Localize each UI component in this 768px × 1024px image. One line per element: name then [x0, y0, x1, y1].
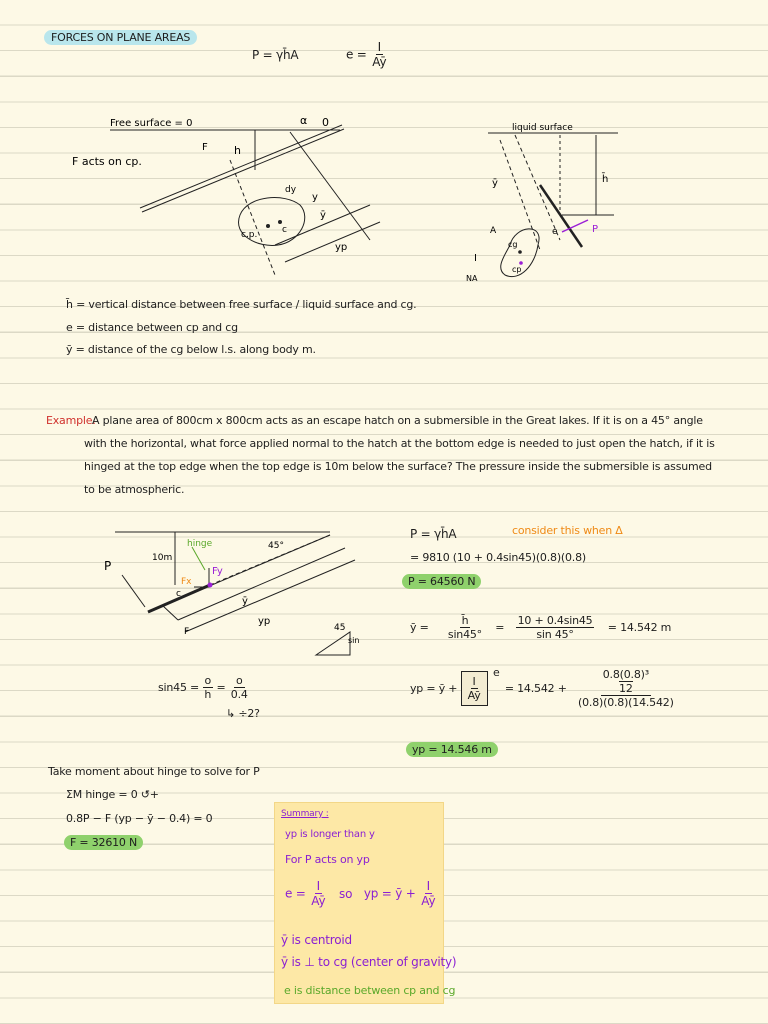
moment-equation: 0.8P − F (yp − ȳ − 0.4) = 0 — [66, 812, 213, 825]
summary-note — [274, 802, 457, 1004]
example-line-4: to be atmospheric. — [84, 483, 185, 496]
ybar-denominator-2: sin 45° — [536, 628, 574, 641]
example-label: Example. — [46, 414, 96, 427]
yp-numerator-top: 0.8(0.8)³ — [602, 668, 649, 681]
ybar-label-3: ȳ — [242, 596, 248, 607]
a-label: A — [490, 226, 497, 236]
ybar-result: = 14.542 m — [607, 621, 672, 634]
moment-intro: Take moment about hinge to solve for P — [48, 765, 260, 778]
angle-triangle — [316, 632, 350, 655]
sin45-denominator-2: 0.4 — [230, 688, 248, 701]
summary-line-2: For P acts on yp — [285, 853, 370, 866]
yp-equation — [410, 668, 676, 709]
fy-label: Fy — [212, 566, 223, 577]
e-label: e — [552, 227, 558, 237]
ybar-equation — [410, 614, 671, 641]
f-arrow — [162, 605, 178, 620]
summary-yp-denominator: Aȳ — [421, 894, 436, 908]
ybar-fraction-1 — [446, 614, 484, 641]
definition-hbar: h̄ = vertical distance between free surface / liquid surface and cg. — [66, 298, 417, 311]
definition-ybar: ȳ = distance of the cg below l.s. along body m. — [66, 343, 316, 356]
y-label: y — [312, 192, 318, 203]
liquid-surface-label: liquid surface — [512, 123, 573, 133]
summary-e-numerator: I — [316, 879, 320, 893]
ten-m-label: 10m — [152, 553, 173, 563]
sin45-equals: = — [216, 681, 226, 694]
yp-box-numerator: I — [472, 675, 476, 688]
summary-line-3: ȳ is centroid — [281, 933, 352, 947]
summary-e-lhs: e = — [285, 886, 306, 901]
f-label-3: F — [184, 627, 190, 637]
h-label: h — [234, 144, 241, 157]
p-label-3: P — [104, 559, 112, 573]
p-formula: P = γh̄A — [410, 527, 457, 541]
sin45-numerator-1: o — [204, 674, 212, 687]
summary-title: Summary : — [281, 809, 329, 819]
o-label: 0 — [322, 116, 329, 129]
p-arrow — [122, 575, 145, 607]
sin45-lhs: sin45 = — [158, 681, 200, 694]
f-acts-label: F acts on cp. — [72, 155, 142, 168]
yp-numerator-bottom: 12 — [619, 682, 633, 695]
triangle-45-label: 45 — [334, 623, 346, 633]
definition-e: e = distance between cp and cg — [66, 321, 238, 334]
pressure-force-formula: P = γh̄A — [252, 48, 299, 62]
f-result: F = 32610 N — [64, 835, 143, 850]
ybar-line — [178, 548, 345, 620]
cp-label-2: cp — [512, 265, 522, 274]
summary-so: so — [339, 886, 353, 901]
yp-numerator — [601, 668, 651, 696]
dy-label: dy — [285, 185, 297, 195]
ybar-lhs: ȳ = — [410, 621, 429, 634]
hinge-point — [208, 583, 213, 588]
hbar-label: h̄ — [602, 174, 609, 185]
yp-label-3: yp — [258, 616, 271, 627]
f-label: F — [202, 142, 208, 153]
summary-yp-lhs: yp = ȳ + — [363, 886, 416, 901]
hinge-pointer — [192, 547, 205, 570]
moment-sum: ΣM hinge = 0 ↺+ — [66, 788, 159, 801]
summary-line-4: ȳ is ⊥ to cg (center of gravity) — [281, 955, 457, 969]
c-label-3: c — [176, 589, 181, 599]
summary-formulas — [285, 879, 437, 908]
example-line-3: hinged at the top edge when the top edge is 10m below the surface? The pressure inside the submersible is assumed — [84, 460, 712, 473]
fx-label: Fx — [181, 577, 192, 587]
sin45-hint: ↳ ÷2? — [226, 707, 260, 720]
consider-note: consider this when Δ — [512, 524, 623, 537]
na-label: NA — [466, 274, 478, 283]
summary-yp-fraction — [419, 879, 437, 908]
ybar-numerator-1: h̄ — [461, 614, 469, 627]
c-label: c — [282, 225, 287, 235]
deg45-label: 45° — [268, 541, 284, 551]
ybar-denominator-1: sin45° — [447, 628, 482, 641]
yp-result: yp = 14.546 m — [406, 742, 498, 757]
ybar-label-2: ȳ — [492, 178, 498, 189]
alpha-label: α — [300, 114, 308, 127]
sin45-fraction-2 — [229, 674, 250, 701]
page-title: FORCES ON PLANE AREAS — [44, 30, 197, 45]
yp-label: yp — [335, 242, 348, 253]
i-label: I — [474, 253, 477, 264]
hinge-label: hinge — [187, 539, 213, 549]
yp-fraction — [576, 668, 676, 709]
p-label: P — [592, 224, 599, 235]
summary-e-fraction — [309, 879, 327, 908]
cg-label: cg — [508, 240, 518, 249]
summary-line-5: e is distance between cp and cg — [284, 984, 456, 997]
ybar-fraction-2 — [516, 614, 595, 641]
free-surface-label: Free surface = 0 — [110, 118, 193, 129]
eccentricity-numerator: I — [377, 40, 381, 54]
ybar-equals: = — [495, 621, 505, 634]
yp-boxed-fraction — [461, 671, 488, 706]
eccentricity-lhs: e = — [346, 47, 367, 62]
yp-equals: = 14.542 + — [504, 682, 567, 695]
summary-yp-numerator: I — [426, 879, 430, 893]
yp-e-marker: e — [493, 666, 500, 679]
ybar-numerator-2: 10 + 0.4sin45 — [517, 614, 593, 627]
sin45-note — [158, 674, 250, 701]
yp-denominator: (0.8)(0.8)(14.542) — [578, 696, 674, 709]
yp-lhs: yp = ȳ + — [410, 682, 458, 695]
summary-line-1: yp is longer than y — [285, 829, 375, 840]
eccentricity-denominator: Aȳ — [372, 55, 387, 69]
ybar-label: ȳ — [320, 210, 326, 221]
summary-e-denominator: Aȳ — [311, 894, 326, 908]
example-line-2: with the horizontal, what force applied normal to the hatch at the bottom edge is needed to just open the hatch, if it is — [84, 437, 715, 450]
example-line-1: A plane area of 800cm x 800cm acts as an escape hatch on a submersible in the Great lakes. If it is on a 45° angle — [92, 414, 703, 427]
p-substitution: = 9810 (10 + 0.4sin45)(0.8)(0.8) — [410, 551, 586, 564]
p-result: P = 64560 N — [402, 574, 481, 589]
yp-box-denominator: Aȳ — [467, 689, 481, 702]
triangle-sin-label: sin — [348, 636, 360, 645]
sin45-fraction-1 — [202, 674, 213, 701]
sin45-denominator-1: h — [204, 688, 212, 701]
sin45-numerator-2: o — [235, 674, 243, 687]
cp-label: c.p. — [241, 230, 258, 240]
